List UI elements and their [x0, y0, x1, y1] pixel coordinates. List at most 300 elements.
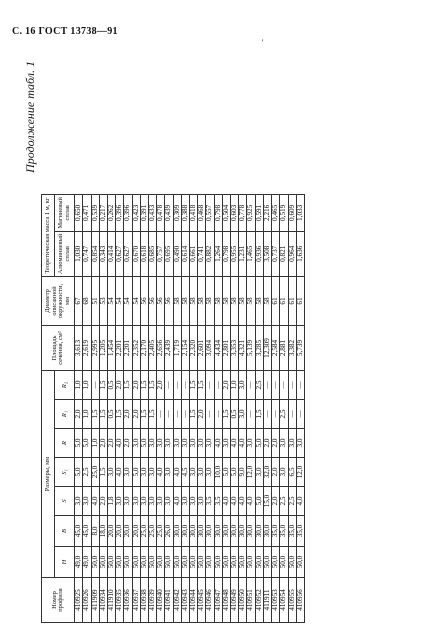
- table-cell: 410945: [197, 578, 205, 623]
- table-cell: 2,320: [189, 326, 197, 371]
- table-cell: 410940: [156, 578, 164, 623]
- header-r1: R₁: [54, 400, 74, 429]
- table-cell: 51: [91, 277, 99, 326]
- table-cell: 411910: [107, 578, 115, 623]
- table-cell: 3,0: [181, 429, 189, 458]
- table-cell: 0,627: [115, 231, 123, 276]
- table-cell: 30,0: [246, 516, 254, 547]
- table-cell: 0,882: [205, 231, 213, 276]
- table-cell: 30,0: [173, 516, 181, 547]
- table-cell: 56: [140, 277, 148, 326]
- table-cell: 50,0: [279, 547, 287, 578]
- table-cell: 2,216: [263, 195, 271, 232]
- table-cell: 3,285: [255, 326, 263, 371]
- table-cell: 410953: [271, 578, 279, 623]
- table-cell: 3,0: [132, 487, 140, 516]
- table-cell: 410955: [288, 578, 296, 623]
- page-header: С. 16 ГОСТ 13738—91: [12, 26, 118, 37]
- table-cell: 3,0: [74, 487, 82, 516]
- table-cell: —: [214, 400, 222, 429]
- header-r: R: [54, 429, 74, 458]
- table-cell: 4,434: [214, 326, 222, 371]
- table-cell: 2,154: [181, 326, 189, 371]
- table-cell: 0,685: [148, 231, 156, 276]
- table-cell: 5,739: [296, 326, 304, 371]
- table-cell: 3,0: [189, 429, 197, 458]
- table-cell: 20,0: [107, 516, 115, 547]
- table-cell: 0,614: [181, 231, 189, 276]
- table-cell: 45,0: [74, 516, 82, 547]
- table-cell: 3,0: [255, 458, 263, 487]
- table-cell: 4,0: [230, 487, 238, 516]
- table-cell: —: [271, 400, 279, 429]
- table-cell: 50,0: [238, 547, 246, 578]
- table-cell: 50,0: [173, 547, 181, 578]
- table-cell: —: [164, 400, 172, 429]
- table-cell: 1,5: [123, 371, 131, 400]
- table-cell: 2,0: [271, 458, 279, 487]
- table-cell: 58: [205, 277, 213, 326]
- table-cell: 3,094: [205, 326, 213, 371]
- table-cell: 0,5: [107, 371, 115, 400]
- table-cell: 3,0: [140, 487, 148, 516]
- table-cell: 3,0: [222, 429, 230, 458]
- table-row: [164, 195, 172, 623]
- table-cell: 3,613: [74, 326, 82, 371]
- table-cell: 0,478: [156, 195, 164, 232]
- table-cell: 3,0: [246, 429, 254, 458]
- table-cell: 2,0: [197, 400, 205, 429]
- table-cell: 30,0: [181, 516, 189, 547]
- table-cell: 1,033: [296, 195, 304, 232]
- table-cell: 12,0: [296, 458, 304, 487]
- tick-mark: ': [262, 38, 264, 47]
- table-cell: 410941: [164, 578, 172, 623]
- table-cell: 50,0: [99, 547, 107, 578]
- table-cell: 5,0: [74, 458, 82, 487]
- table-cell: 4,0: [214, 429, 222, 458]
- table-cell: 3,0: [288, 429, 296, 458]
- table-cell: 0,747: [82, 231, 90, 276]
- table-cell: 30,0: [255, 516, 263, 547]
- table-cell: 68: [82, 277, 90, 326]
- table-cell: 20,0: [115, 516, 123, 547]
- table-cell: 50,0: [222, 547, 230, 578]
- table-cell: 4,0: [173, 458, 181, 487]
- table-cell: 0,661: [189, 231, 197, 276]
- table-cell: 0,854: [91, 231, 99, 276]
- table-cell: 58: [263, 277, 271, 326]
- table-row: [107, 195, 115, 623]
- header-h: H: [54, 547, 74, 578]
- table-cell: 5,0: [74, 429, 82, 458]
- table-cell: 50,0: [181, 547, 189, 578]
- table-row: [115, 195, 123, 623]
- table-cell: —: [263, 400, 271, 429]
- table-cell: 25,0: [156, 516, 164, 547]
- table-cell: 2,5: [288, 487, 296, 516]
- table-cell: 1,030: [74, 231, 82, 276]
- table-cell: 1,5: [115, 400, 123, 429]
- table-cell: 0,798: [214, 195, 222, 232]
- table-cell: 3,0: [197, 458, 205, 487]
- table-cell: 54: [132, 277, 140, 326]
- table-cell: 2,0: [99, 487, 107, 516]
- table-row: [123, 195, 131, 623]
- table-cell: 4,0: [246, 487, 254, 516]
- table-cell: 58: [214, 277, 222, 326]
- table-cell: 1,0: [74, 371, 82, 400]
- table-cell: 1,5: [91, 400, 99, 429]
- table-cell: 2,995: [91, 326, 99, 371]
- table-cell: 50,0: [214, 547, 222, 578]
- table-cell: 3,0: [189, 458, 197, 487]
- table-cell: 3,0: [123, 458, 131, 487]
- table-cell: 2,5: [279, 487, 287, 516]
- table-cell: 58: [197, 277, 205, 326]
- header-diameter: Диаметр описанной окружности, мм: [41, 277, 74, 326]
- table-cell: 61: [296, 277, 304, 326]
- table-cell: 1,5: [99, 371, 107, 400]
- table-cell: 0,821: [279, 231, 287, 276]
- table-cell: 2,5: [255, 371, 263, 400]
- table-row: [246, 195, 254, 623]
- table-cell: 0,490: [173, 231, 181, 276]
- table-cell: 0,591: [255, 195, 263, 232]
- table-cell: 0,519: [279, 195, 287, 232]
- table-cell: 3,0: [181, 487, 189, 516]
- table-cell: 49,0: [74, 547, 82, 578]
- table-cell: 411909: [91, 578, 99, 623]
- table-cell: 2,801: [222, 326, 230, 371]
- table-cell: —: [288, 371, 296, 400]
- table-row: [279, 195, 287, 623]
- table-cell: 0,391: [140, 195, 148, 232]
- table-cell: 50,0: [197, 547, 205, 578]
- table-cell: 2,0: [156, 371, 164, 400]
- table-cell: 0,737: [271, 231, 279, 276]
- table-cell: 2,5: [279, 400, 287, 429]
- table-cell: 3,0: [156, 487, 164, 516]
- table-cell: 3,0: [107, 458, 115, 487]
- table-row: [296, 195, 304, 623]
- table-cell: 53: [99, 277, 107, 326]
- table-cell: 2,352: [132, 326, 140, 371]
- table-cell: 3,0: [148, 429, 156, 458]
- table-cell: 5,0: [140, 429, 148, 458]
- table-cell: 0,217: [99, 195, 107, 232]
- table-cell: 2,405: [148, 326, 156, 371]
- table-cell: 67: [74, 277, 82, 326]
- table-row: [255, 195, 263, 623]
- table-cell: 50,0: [156, 547, 164, 578]
- table-cell: 25,0: [140, 516, 148, 547]
- table-cell: 1,5: [189, 400, 197, 429]
- table-cell: 411911: [263, 578, 271, 623]
- table-cell: 0,309: [173, 195, 181, 232]
- table-cell: 1,5: [99, 400, 107, 429]
- table-cell: 3,0: [205, 458, 213, 487]
- table-cell: 58: [222, 277, 230, 326]
- table-cell: 410947: [214, 578, 222, 623]
- table-cell: —: [205, 371, 213, 400]
- table-cell: —: [288, 400, 296, 429]
- table-cell: 4,0: [230, 429, 238, 458]
- table-cell: —: [91, 371, 99, 400]
- table-cell: 50,0: [164, 547, 172, 578]
- header-mg: Магниевый сплав: [54, 195, 74, 232]
- table-cell: 0,603: [230, 195, 238, 232]
- table-cell: 56: [148, 277, 156, 326]
- table-cell: 4,0: [238, 429, 246, 458]
- table-cell: 5,0: [230, 458, 238, 487]
- table-cell: 0,388: [181, 195, 189, 232]
- table-cell: 50,0: [123, 547, 131, 578]
- table-row: [181, 195, 189, 623]
- table-row: [132, 195, 140, 623]
- table-row: [222, 195, 230, 623]
- table-cell: 58: [189, 277, 197, 326]
- table-cell: 54: [107, 277, 115, 326]
- table-cell: 50,0: [189, 547, 197, 578]
- table-cell: 3,0: [140, 458, 148, 487]
- table-row: [140, 195, 148, 623]
- table-cell: 30,0: [214, 516, 222, 547]
- table-cell: 2,5: [82, 458, 90, 487]
- header-al: Алюминиевый сплав: [54, 231, 74, 276]
- table-cell: 3,0: [164, 429, 172, 458]
- header-b: B: [54, 516, 74, 547]
- header-s: S: [54, 487, 74, 516]
- profile-table: [41, 194, 305, 623]
- table-cell: 50,0: [230, 547, 238, 578]
- table-cell: 0,414: [107, 231, 115, 276]
- table-cell: 50,0: [263, 547, 271, 578]
- table-cell: 2,201: [115, 326, 123, 371]
- table-cell: 5,0: [255, 429, 263, 458]
- table-cell: —: [279, 371, 287, 400]
- table-cell: 0,5: [230, 400, 238, 429]
- table-cell: 35,0: [296, 516, 304, 547]
- table-cell: 2,439: [164, 326, 172, 371]
- rotated-table-area: [22, 47, 399, 623]
- table-cell: —: [296, 371, 304, 400]
- table-cell: 30,0: [238, 516, 246, 547]
- table-cell: 30,0: [230, 516, 238, 547]
- table-cell: 410950: [238, 578, 246, 623]
- table-cell: —: [164, 371, 172, 400]
- table-cell: 50,0: [91, 547, 99, 578]
- table-cell: 3,0: [189, 487, 197, 516]
- table-cell: 0,627: [123, 231, 131, 276]
- table-row: [91, 195, 99, 623]
- table-cell: 50,0: [255, 547, 263, 578]
- table-cell: 3,0: [123, 487, 131, 516]
- table-cell: —: [246, 371, 254, 400]
- table-cell: 1,5: [255, 400, 263, 429]
- table-cell: 1,5: [189, 371, 197, 400]
- table-cell: 12,0: [246, 458, 254, 487]
- table-cell: 8,0: [91, 516, 99, 547]
- table-cell: 1,636: [296, 231, 304, 276]
- table-cell: 4,0: [296, 487, 304, 516]
- table-cell: 410956: [296, 578, 304, 623]
- table-cell: 2,0: [115, 371, 123, 400]
- table-cell: 2,881: [279, 326, 287, 371]
- table-cell: 50,0: [148, 547, 156, 578]
- table-cell: 1,0: [230, 371, 238, 400]
- table-cell: 4,321: [238, 326, 246, 371]
- table-cell: 1,8: [107, 487, 115, 516]
- table-cell: 54: [123, 277, 131, 326]
- table-cell: 1,5: [140, 400, 148, 429]
- table-cell: 50,0: [140, 547, 148, 578]
- table-row: [74, 195, 82, 623]
- table-cell: 35,0: [271, 516, 279, 547]
- table-cell: 50,0: [115, 547, 123, 578]
- table-cell: 35,0: [279, 516, 287, 547]
- table-cell: 3,353: [230, 326, 238, 371]
- table-cell: 410942: [173, 578, 181, 623]
- table-cell: 2,0: [74, 400, 82, 429]
- table-cell: 0,439: [164, 195, 172, 232]
- table-cell: —: [246, 400, 254, 429]
- table-cell: 2,170: [140, 326, 148, 371]
- table-cell: 3,0: [238, 371, 246, 400]
- table-cell: 0,539: [91, 195, 99, 232]
- table-cell: 1,5: [222, 400, 230, 429]
- table-cell: 0,618: [140, 231, 148, 276]
- table-cell: 3,0: [279, 429, 287, 458]
- table-cell: 0,936: [255, 231, 263, 276]
- table-cell: 0,670: [132, 231, 140, 276]
- table-cell: 2,0: [132, 400, 140, 429]
- table-cell: 0,778: [238, 195, 246, 232]
- table-cell: 30,0: [197, 516, 205, 547]
- header-area: Площадь сечения, см²: [41, 326, 74, 371]
- table-cell: 410951: [246, 578, 254, 623]
- table-cell: 3,0: [132, 429, 140, 458]
- table-cell: 3,0: [173, 429, 181, 458]
- table-cell: 0,262: [107, 195, 115, 232]
- table-cell: 3,5: [205, 487, 213, 516]
- table-cell: 0,504: [222, 195, 230, 232]
- table-cell: 50,0: [288, 547, 296, 578]
- table-cell: 1,5: [148, 400, 156, 429]
- table-cell: 3,0: [82, 487, 90, 516]
- table-cell: 4,0: [91, 487, 99, 516]
- table-cell: 1,454: [107, 326, 115, 371]
- table-cell: 410946: [205, 578, 213, 623]
- table-cell: 1,5: [148, 371, 156, 400]
- table-cell: 0,471: [82, 195, 90, 232]
- table-cell: 0,650: [74, 195, 82, 232]
- table-row: [197, 195, 205, 623]
- table-cell: 0,925: [246, 195, 254, 232]
- table-cell: 9,0: [238, 458, 246, 487]
- continuation-title: Продолжение табл. 1: [22, 61, 37, 173]
- header-dimensions: Размеры, мм: [41, 371, 54, 578]
- table-cell: 0,343: [99, 231, 107, 276]
- table-cell: 50,0: [296, 547, 304, 578]
- table-cell: 54: [115, 277, 123, 326]
- table-cell: 56: [156, 277, 164, 326]
- table-cell: 4,0: [115, 429, 123, 458]
- table-cell: 50,0: [271, 547, 279, 578]
- table-cell: 2,0: [123, 429, 131, 458]
- table-cell: 0,741: [197, 231, 205, 276]
- table-cell: 0,757: [156, 231, 164, 276]
- table-cell: 3,0: [148, 487, 156, 516]
- table-cell: 3,382: [288, 326, 296, 371]
- table-cell: 10,0: [214, 458, 222, 487]
- table-cell: 58: [230, 277, 238, 326]
- table-cell: 4,0: [156, 458, 164, 487]
- table-cell: 5,0: [132, 458, 140, 487]
- table-cell: 20,0: [132, 516, 140, 547]
- table-cell: 5,0: [222, 458, 230, 487]
- table-cell: 0,609: [288, 195, 296, 232]
- table-cell: 2,619: [82, 326, 90, 371]
- table-cell: 61: [288, 277, 296, 326]
- table-cell: 0,955: [230, 231, 238, 276]
- table-cell: 2,0: [107, 429, 115, 458]
- table-row: [271, 195, 279, 623]
- table-cell: 410948: [222, 578, 230, 623]
- table-cell: 2,656: [156, 326, 164, 371]
- table-cell: 0,5: [107, 400, 115, 429]
- table-cell: 3,0: [205, 429, 213, 458]
- table-cell: 0,468: [197, 195, 205, 232]
- table-cell: 0,396: [123, 195, 131, 232]
- table-cell: 3,508: [263, 231, 271, 276]
- table-cell: 410935: [115, 578, 123, 623]
- table-row: [205, 195, 213, 623]
- table-cell: 0,695: [164, 231, 172, 276]
- table-cell: 2,201: [123, 326, 131, 371]
- table-cell: 0,418: [189, 195, 197, 232]
- table-cell: 2,0: [263, 429, 271, 458]
- table-row: [99, 195, 107, 623]
- table-cell: 410954: [279, 578, 287, 623]
- table-cell: 30,0: [189, 516, 197, 547]
- header-r2: R₂: [54, 371, 74, 400]
- table-cell: 3,0: [197, 487, 205, 516]
- table-cell: 2,0: [271, 487, 279, 516]
- table-cell: 3,0: [156, 429, 164, 458]
- header-profile: Номер профиля: [41, 578, 74, 623]
- table-cell: 410939: [148, 578, 156, 623]
- table-cell: 6,5: [288, 458, 296, 487]
- table-cell: 61: [271, 277, 279, 326]
- table-cell: 410938: [140, 578, 148, 623]
- header-mass: Теоретическая масса 1 м, кг: [41, 195, 54, 277]
- table-cell: 0,423: [132, 195, 140, 232]
- table-cell: 410944: [189, 578, 197, 623]
- table-cell: 0,465: [271, 195, 279, 232]
- table-cell: 58: [181, 277, 189, 326]
- table-cell: 3,0: [115, 487, 123, 516]
- table-row: [156, 195, 164, 623]
- table-cell: 35,0: [288, 516, 296, 547]
- table-cell: 1,5: [197, 371, 205, 400]
- table-cell: 58: [238, 277, 246, 326]
- table-cell: —: [214, 371, 222, 400]
- table-cell: 2,0: [123, 400, 131, 429]
- table-cell: 1,465: [246, 231, 254, 276]
- table-cell: 58: [173, 277, 181, 326]
- table-cell: 25,0: [91, 458, 99, 487]
